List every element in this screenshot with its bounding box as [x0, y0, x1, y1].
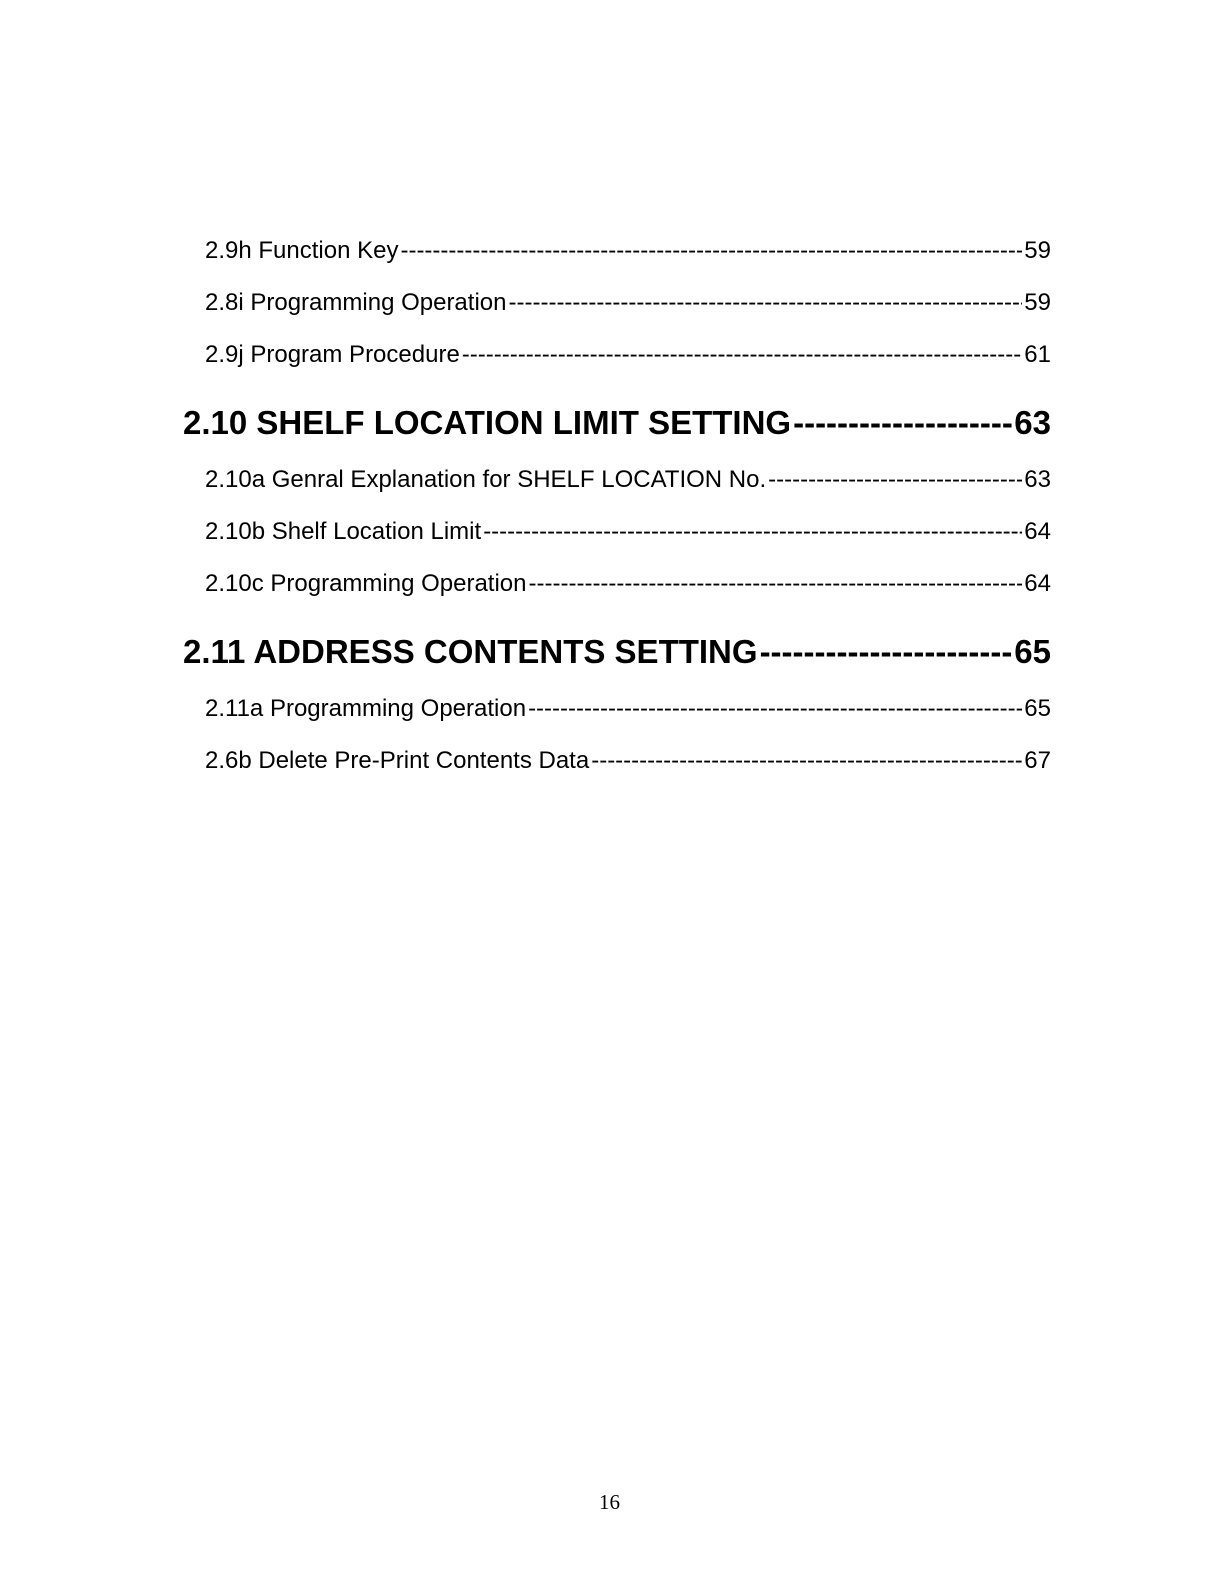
toc-entry-title: 2.6b Delete Pre-Print Contents Data: [205, 747, 590, 774]
toc-entry-title: 2.10a Genral Explanation for SHELF LOCATION No.: [205, 466, 767, 493]
toc-entry-page: 61: [1024, 341, 1051, 368]
toc-section-entry[interactable]: [183, 404, 1051, 442]
toc-entry-title: 2.10c Programming Operation: [205, 570, 527, 597]
toc-dot-leader: [400, 237, 1022, 265]
toc-entry[interactable]: [205, 695, 1051, 723]
toc-entry[interactable]: [205, 466, 1051, 494]
toc-dot-leader: [462, 341, 1023, 369]
toc-entry-title: 2.8i Programming Operation: [205, 289, 507, 316]
toc-section-page: 63: [1014, 404, 1051, 441]
toc-entry-page: 59: [1024, 237, 1051, 264]
toc-entry-page: 64: [1024, 518, 1051, 545]
toc-dot-leader: [793, 404, 1012, 442]
toc-entry-title: 2.9j Program Procedure: [205, 341, 460, 368]
toc-entry-page: 59: [1024, 289, 1051, 316]
toc-entry[interactable]: [205, 289, 1051, 317]
toc-entry-title: 2.9h Function Key: [205, 237, 399, 264]
toc-section-title: 2.11 ADDRESS CONTENTS SETTING: [183, 633, 758, 670]
toc-section-entry[interactable]: [183, 633, 1051, 671]
toc-entry[interactable]: [205, 518, 1051, 546]
toc-dot-leader: [591, 747, 1022, 775]
toc-entry-page: 65: [1024, 695, 1051, 722]
toc-entry[interactable]: [205, 237, 1051, 265]
toc-entry-page: 64: [1024, 570, 1051, 597]
toc-dot-leader: [760, 633, 1013, 671]
toc-dot-leader: [528, 695, 1022, 723]
toc-dot-leader: [529, 570, 1023, 598]
toc-entry[interactable]: [205, 570, 1051, 598]
toc-entry-page: 63: [1024, 466, 1051, 493]
toc-entry-title: 2.11a Programming Operation: [205, 695, 527, 722]
toc-entry[interactable]: [205, 341, 1051, 369]
toc-entry-title: 2.10b Shelf Location Limit: [205, 518, 482, 545]
toc-dot-leader: [508, 289, 1022, 317]
toc-dot-leader: [768, 466, 1022, 494]
toc-section-title: 2.10 SHELF LOCATION LIMIT SETTING: [183, 404, 792, 441]
page-number: 16: [599, 1490, 620, 1514]
toc-entry[interactable]: [205, 747, 1051, 775]
toc-dot-leader: [483, 518, 1022, 546]
toc-section-page: 65: [1014, 633, 1051, 670]
toc-entry-page: 67: [1024, 747, 1051, 774]
